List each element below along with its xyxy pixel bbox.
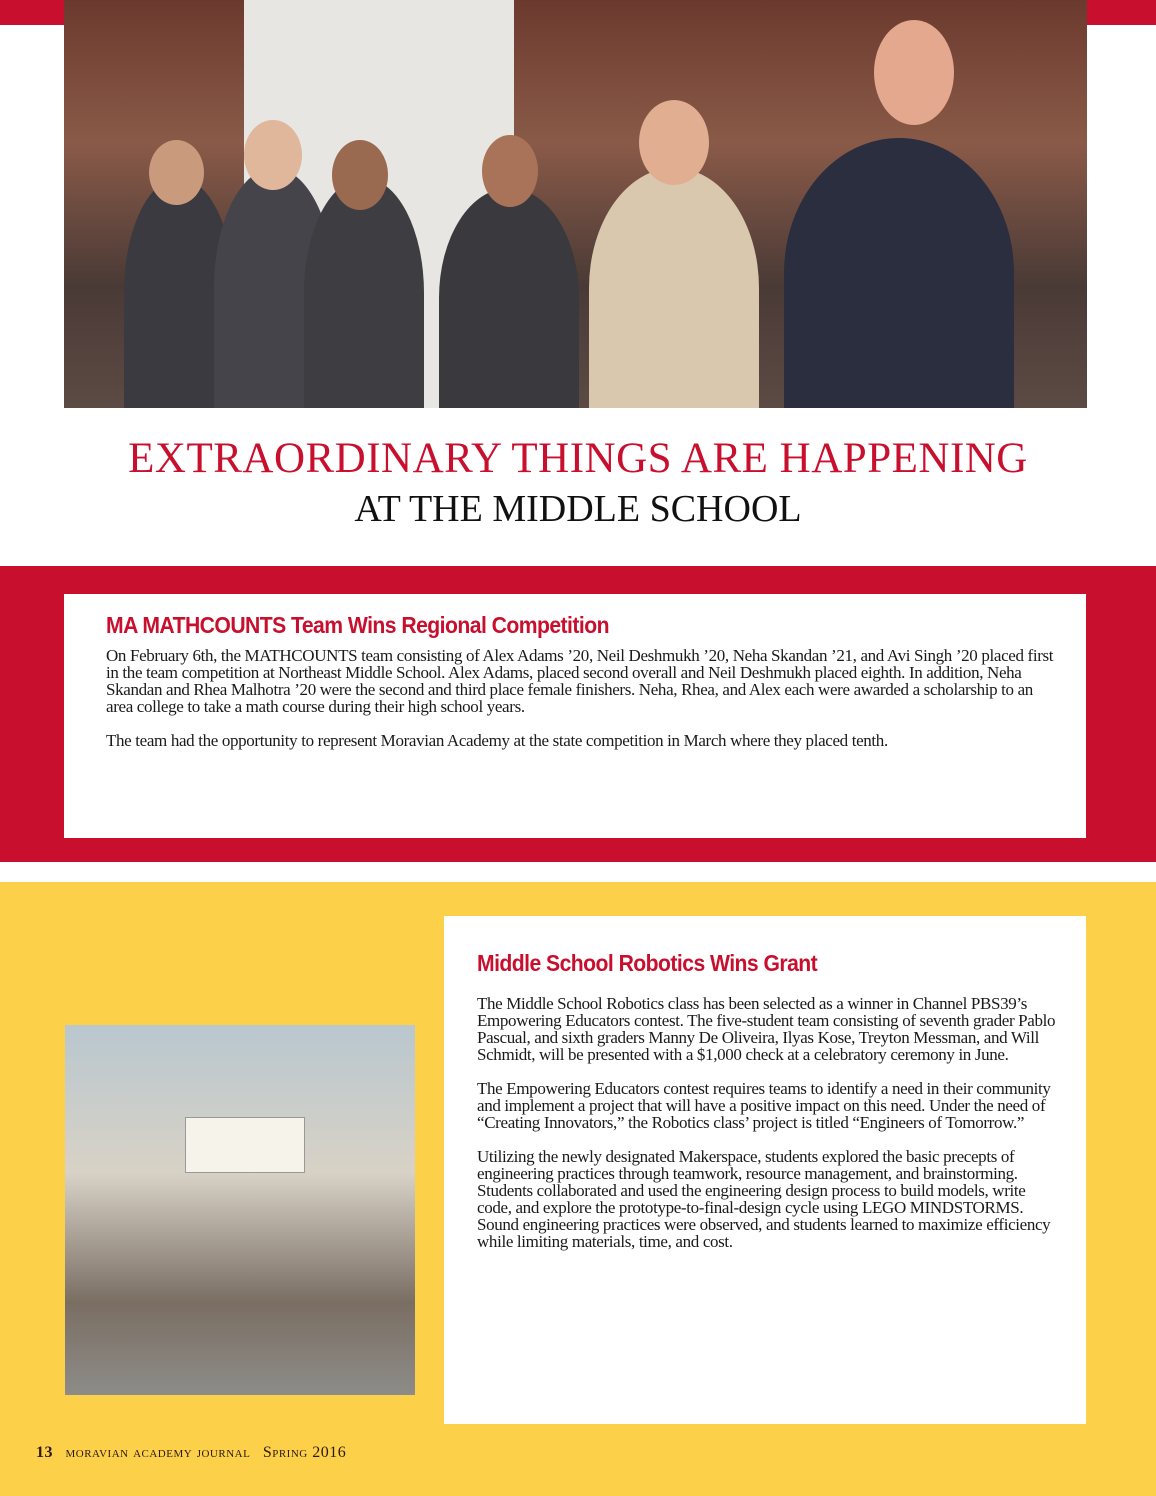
article-paragraph: Utilizing the newly designated Makerspace, students explored the basic precepts of engineering practices through teamwork, resource management, and brainstorming. Students collaborated and used the engineering design process to build models, write code, and explore the prototype-to-final-design cycle using LEGO MINDSTORMS. Sound engineering practices were observed, and students learned to maximize efficiency while limiting materials, time, and cost.	[477, 1147, 1051, 1251]
publication-name: moravian academy journal	[65, 1444, 251, 1461]
article-paragraph: The Empowering Educators contest requires teams to identify a need in their community and implement a project that will have a positive impact on this need. Under the need of “Creating Innovators,” the Robotics class’ project is titled “Engineers of Tomorrow.”	[477, 1079, 1051, 1132]
page-footer	[36, 1444, 354, 1462]
giant-check	[185, 1117, 305, 1173]
robotics-team-photo	[65, 1025, 415, 1395]
article-paragraph: The team had the opportunity to represent Moravian Academy at the state competition in March where they placed tenth.	[106, 731, 888, 750]
page-title: EXTRAORDINARY THINGS ARE HAPPENING	[128, 435, 1028, 482]
article-heading: Middle School Robotics Wins Grant	[477, 950, 818, 976]
robotics-article	[444, 916, 1086, 1424]
mathcounts-article	[64, 594, 1086, 838]
article-paragraph: The Middle School Robotics class has been selected as a winner in Channel PBS39’s Empowering Educators contest. The five-student team consisting of seventh grader Pablo Pascual, and sixth graders Manny De Oliveira, Ilyas Kose, Treyton Messman, and Will Schmidt, will be presented with a $1,000 check at a celebratory ceremony in June.	[477, 994, 1056, 1064]
article-paragraph: On February 6th, the MATHCOUNTS team consisting of Alex Adams ’20, Neil Deshmukh ’20, Neha Skandan ’21, and Avi Singh ’20 placed first in the team competition at Northeast Middle School. Alex Adams, placed second overall and Neil Deshmukh placed eighth. In addition, Neha Skandan and Rhea Malhotra ’20 were the second and third place female finishers. Neha, Rhea, and Alex each were awarded a scholarship to an area college to take a math course during their high school years.	[106, 646, 1054, 716]
issue-name: Spring 2016	[262, 1444, 347, 1461]
article-heading: MA MATHCOUNTS Team Wins Regional Competition	[106, 612, 609, 638]
page-subtitle: AT THE MIDDLE SCHOOL	[354, 488, 802, 530]
page-number: 13	[36, 1444, 53, 1461]
mathcounts-team-photo	[64, 0, 1087, 408]
